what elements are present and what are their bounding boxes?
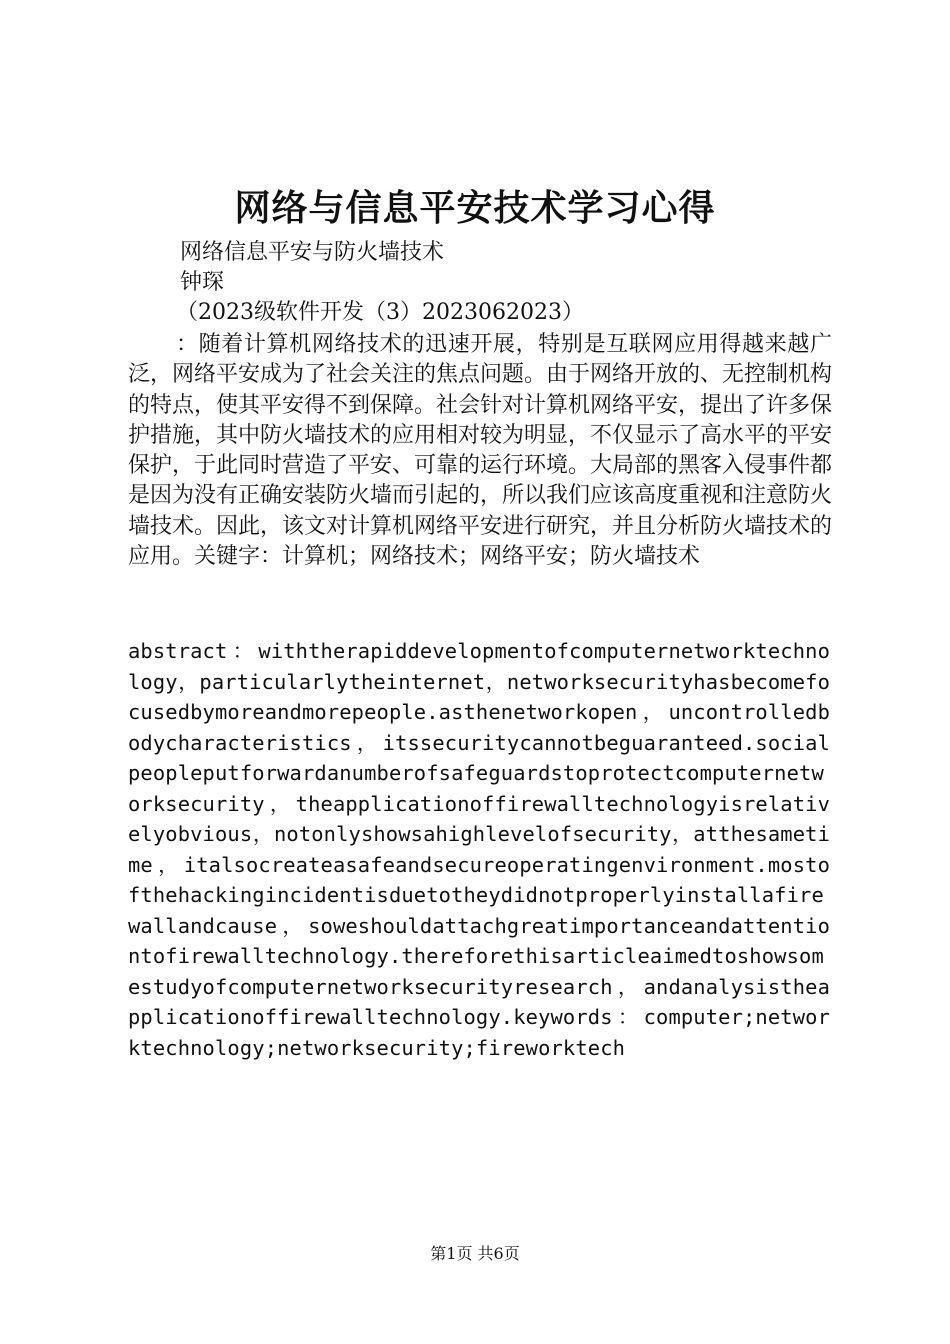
- abstract-chinese-paragraph: ：随着计算机网络技术的迅速开展，特别是互联网应用得越来越广泛，网络平安成为了社会关注的焦点问题。由于网络开放的、无控制机构的特点，使其平安得不到保障。社会针对计算机网络平安，提出了许多保护措施，其中防火墙技术的应用相对较为明显，不仅显示了高水平的平安保护，于此同时营造了平安、可靠的运行环境。大局部的黑客入侵事件都是因为没有正确安装防火墙而引起的，所以我们应该高度重视和注意防火墙技术。因此，该文对计算机网络平安进行研究，并且分析防火墙技术的应用。关键字：计算机；网络技术；网络平安；防火墙技术: [128, 332, 833, 570]
- page-number-footer: 第1页 共6页: [430, 1244, 520, 1263]
- abstract-english-paragraph: abstract：withtherapiddevelopmentofcomputernetworktechnology，particularlytheinternet，networksecurityhasbecomefocusedbymoreandmorepeople.asthenetworkopen，uncontrolledbodycharacteristics，itssecuritycannotbeguaranteed.socialpeopleputforwardanumberofsafeguardstoprotectcomputernetworksecurity，theapplicationoffirewalltechnologyisrelativelyobvious，notonlyshowsahighlevelofsecurity，atthesametime，italsocreateasafeandsecureoperatingenvironment.mostofthehackingincidentisduetotheydidnotproperlyinstallafirewallandcause，soweshouldattachgreatimportanceandattentiontofirewalltechnology.thereforethisarticleaimedtoshowsomestudyofcomputernetworksecurityresearch，andanalysistheapplicationoffirewalltechnology.keywords：computer;networktechnology;networksecurity;fireworktech: [128, 639, 830, 1060]
- document-subtitle: 网络信息平安与防火墙技术: [180, 240, 445, 265]
- document-title: 网络与信息平安技术学习心得: [234, 187, 716, 229]
- document-author: 钟琛: [180, 270, 225, 295]
- document-affiliation: （2023级软件开发（3）2023062023）: [176, 300, 584, 325]
